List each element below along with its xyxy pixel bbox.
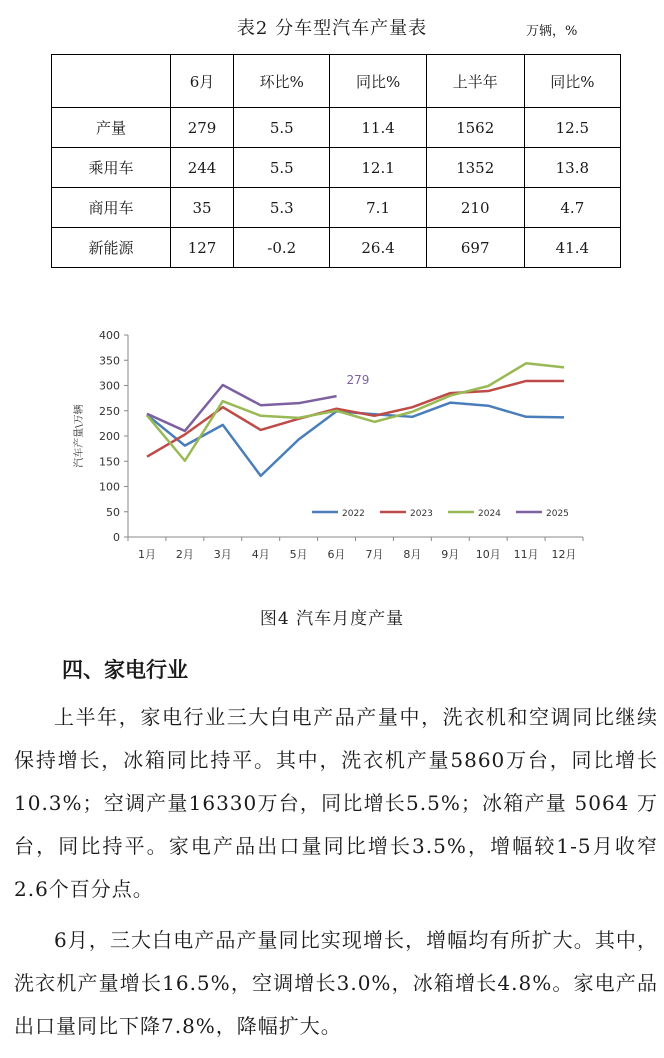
table-cell: 35 [171, 188, 234, 228]
table-row [52, 188, 621, 228]
series-line-2022 [147, 403, 564, 476]
table-cell: 4.7 [524, 188, 620, 228]
table-cell: 5.3 [234, 188, 330, 228]
table-header-cell: 上半年 [426, 55, 524, 108]
table-cell: 5.5 [234, 108, 330, 148]
paragraph-first-half: 上半年，家电行业三大白电产品产量中，洗衣机和空调同比继续保持增长，冰箱同比持平。其中，洗衣机产量5860万台，同比增长10.3%；空调产量16330万台，同比增长5.5%；冰箱产量 5064 万台，同比持平。家电产品出口量同比增长3.5%，增幅较1-5月收窄2.6个百分点。 [14, 705, 658, 901]
x-tick-label: 3月 [213, 548, 232, 561]
table-cell: 1352 [426, 148, 524, 188]
y-tick-label: 250 [99, 404, 120, 418]
y-tick-label: 100 [99, 480, 120, 494]
table-cell: 乘用车 [52, 148, 171, 188]
data-label-annotation: 279 [346, 373, 370, 388]
table-cell: 商用车 [52, 188, 171, 228]
legend-label: 2022 [342, 509, 365, 519]
table-header-row [52, 55, 621, 108]
table-row [52, 148, 621, 188]
table-header-cell: 环比% [234, 55, 330, 108]
table-cell: 127 [171, 228, 234, 268]
section-heading: 四、家电行业 [62, 658, 188, 682]
table-cell: 279 [171, 108, 234, 148]
table-unit: 万辆，% [526, 24, 578, 39]
table-cell: 41.4 [524, 228, 620, 268]
figure-caption: 图4 汽车月度产量 [259, 609, 405, 629]
y-axis-title: 汽车产量\万辆 [74, 404, 85, 468]
table-cell: 5.5 [234, 148, 330, 188]
legend-label: 2025 [546, 509, 569, 519]
y-tick-label: 300 [99, 379, 120, 393]
table-cell: 12.1 [330, 148, 426, 188]
table-header-cell: 同比% [524, 55, 620, 108]
x-tick-label: 12月 [551, 548, 577, 561]
paragraph-june: 6月，三大白电产品产量同比实现增长，增幅均有所扩大。其中，洗衣机产量增长16.5%，空调增长3.0%，冰箱增长4.8%。家电产品出口量同比下降7.8%，降幅扩大。 [14, 928, 658, 1038]
x-tick-label: 11月 [513, 548, 539, 561]
table-cell: 244 [171, 148, 234, 188]
y-tick-label: 350 [99, 354, 120, 368]
table-title: 表2 分车型汽车产量表 [236, 18, 428, 39]
table-cell: 12.5 [524, 108, 620, 148]
table-row [52, 108, 621, 148]
table-cell: 26.4 [330, 228, 426, 268]
table-header-cell: 同比% [330, 55, 426, 108]
table-cell: 7.1 [330, 188, 426, 228]
table-cell: 1562 [426, 108, 524, 148]
y-tick-label: 0 [113, 531, 120, 544]
table-cell: 697 [426, 228, 524, 268]
y-tick-label: 200 [99, 430, 120, 443]
x-tick-label: 1月 [137, 548, 156, 561]
monthly-production-chart [60, 320, 600, 580]
chart-svg [60, 320, 600, 580]
x-tick-label: 9月 [441, 548, 460, 561]
table-cell: -0.2 [234, 228, 330, 268]
x-tick-label: 8月 [403, 548, 422, 561]
legend-label: 2024 [478, 509, 501, 519]
x-tick-label: 7月 [365, 548, 384, 561]
legend-label: 2023 [410, 509, 433, 519]
table-header-cell [52, 55, 171, 108]
table-cell: 产量 [52, 108, 171, 148]
series-line-2023 [147, 381, 564, 457]
table-cell: 13.8 [524, 148, 620, 188]
table-cell: 11.4 [330, 108, 426, 148]
table-cell: 210 [426, 188, 524, 228]
production-table [51, 54, 621, 268]
x-tick-label: 6月 [327, 548, 346, 561]
y-tick-label: 400 [99, 329, 120, 342]
x-tick-label: 10月 [475, 548, 501, 561]
y-tick-label: 150 [99, 455, 120, 469]
table-row [52, 228, 621, 268]
table-cell: 新能源 [52, 228, 171, 268]
y-tick-label: 50 [106, 505, 120, 519]
x-tick-label: 4月 [251, 548, 270, 561]
table-header-cell: 6月 [171, 55, 234, 108]
x-tick-label: 5月 [289, 548, 308, 561]
x-tick-label: 2月 [175, 548, 194, 561]
